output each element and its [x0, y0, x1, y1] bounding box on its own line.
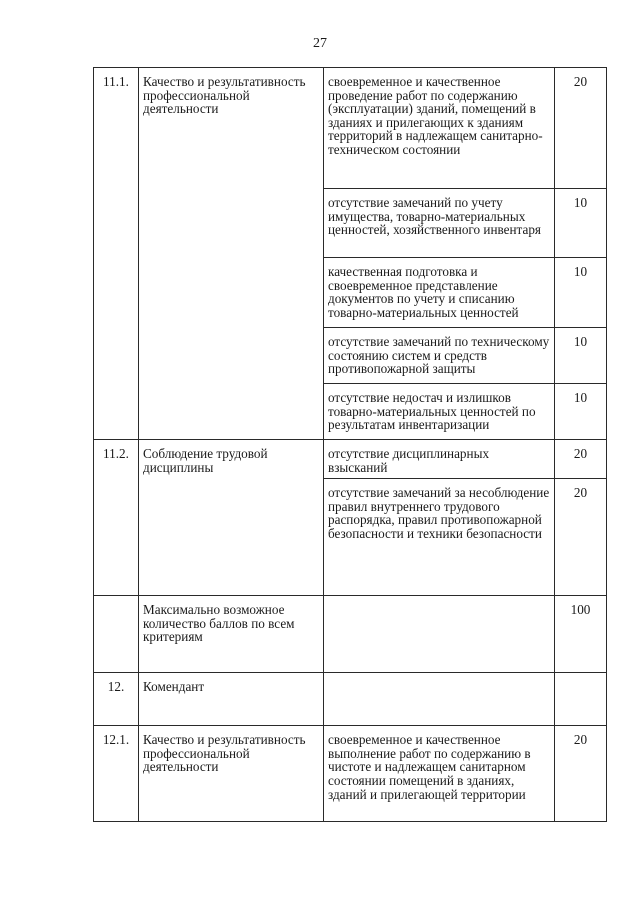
criterion-name: Качество и результативность профессиональной деятельности: [139, 726, 324, 822]
indicator-text: отсутствие замечаний по техническому состоянию систем и средств противопожарной защиты: [324, 328, 555, 384]
criterion-number: 12.1.: [94, 726, 139, 822]
score-value: 10: [555, 328, 607, 384]
indicator-text: [324, 596, 555, 673]
indicator-text: отсутствие недостач и излишков товарно-материальных ценностей по результатам инвентаризации: [324, 384, 555, 440]
indicator-text: качественная подготовка и своевременное представление документов по учету и списанию товарно-материальных ценностей: [324, 258, 555, 328]
indicator-text: своевременное и качественное выполнение работ по содержанию в чистоте и надлежащем санитарном состоянии помещений в зданиях, зданий и прилегающей территории: [324, 726, 555, 822]
score-value: 10: [555, 189, 607, 258]
page-number: 27: [313, 36, 327, 51]
score-value: 20: [555, 68, 607, 189]
table-row: [94, 726, 607, 822]
criterion-number: 11.2.: [94, 440, 139, 596]
indicator-text: [324, 673, 555, 726]
criterion-number: [94, 596, 139, 673]
criteria-table: [93, 67, 607, 822]
score-value: 20: [555, 726, 607, 822]
score-value: 10: [555, 384, 607, 440]
criterion-name: Качество и результативность профессиональной деятельности: [139, 68, 324, 440]
score-value: 20: [555, 479, 607, 596]
criterion-name: Максимально возможное количество баллов по всем критериям: [139, 596, 324, 673]
score-value: 100: [555, 596, 607, 673]
criterion-name: Комендант: [139, 673, 324, 726]
table-row: [94, 673, 607, 726]
score-value: [555, 673, 607, 726]
criterion-number: 12.: [94, 673, 139, 726]
table-row: [94, 596, 607, 673]
indicator-text: отсутствие дисциплинарных взысканий: [324, 440, 555, 479]
table-row: [94, 440, 607, 479]
indicator-text: своевременное и качественное проведение работ по содержанию (эксплуатации) зданий, помещений в зданиях и прилегающих к зданиям территорий в надлежащем санитарно-техническом состоянии: [324, 68, 555, 189]
score-value: 20: [555, 440, 607, 479]
table-row: [94, 68, 607, 189]
indicator-text: отсутствие замечаний за несоблюдение правил внутреннего трудового распорядка, правил противопожарной безопасности и техники безопасности: [324, 479, 555, 596]
indicator-text: отсутствие замечаний по учету имущества, товарно-материальных ценностей, хозяйственного инвентаря: [324, 189, 555, 258]
criterion-name: Соблюдение трудовой дисциплины: [139, 440, 324, 596]
criterion-number: 11.1.: [94, 68, 139, 440]
score-value: 10: [555, 258, 607, 328]
